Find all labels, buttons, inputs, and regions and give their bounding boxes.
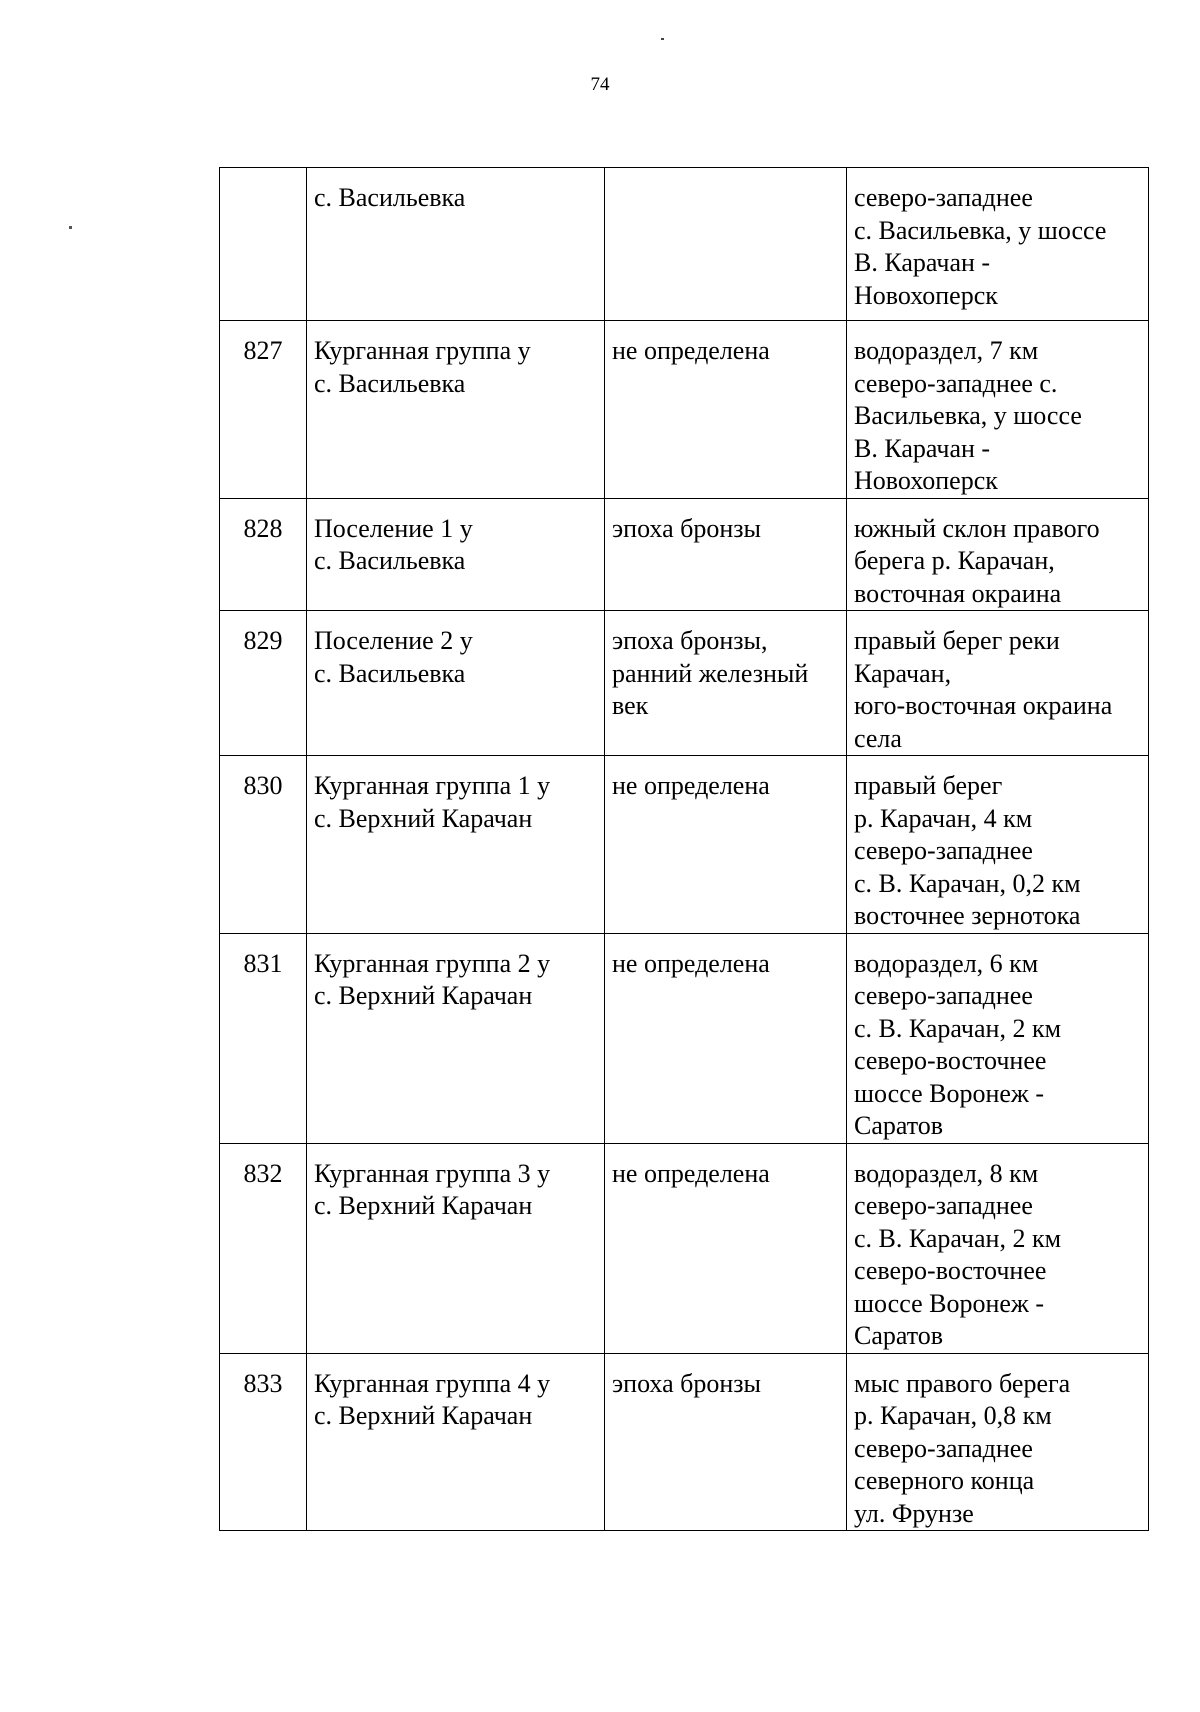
cell-number: 831 (220, 933, 307, 1143)
cell-dating (605, 498, 847, 611)
cell-location-line: Васильевка, у шоссе (854, 401, 1082, 430)
cell-location (847, 498, 1149, 611)
table-row (220, 321, 1149, 499)
cell-location (847, 933, 1149, 1143)
cell-name-line: Курганная группа 4 у (314, 1368, 551, 1398)
table-row (220, 611, 1149, 756)
cell-location-line: берега р. Карачан, (854, 546, 1055, 575)
cell-location-line: Карачан, (854, 658, 952, 688)
cell-location (847, 611, 1149, 756)
cell-location-line: с. В. Карачан, 2 км (854, 1013, 1062, 1043)
cell-location-line: В. Карачан - (854, 433, 991, 463)
cell-location-line: северо-западнее (854, 836, 1033, 865)
cell-location-line: северо-западнее (854, 183, 1033, 212)
cell-name (307, 498, 605, 611)
cell-dating-line: век (612, 691, 649, 720)
cell-location-line: юго-восточная окраина (854, 691, 1113, 720)
cell-location-line: правый берег реки (854, 626, 1060, 655)
cell-location-line: шоссе Воронеж - (854, 1078, 1045, 1108)
cell-location-line: водораздел, 8 км (854, 1158, 1039, 1188)
cell-location-line: водораздел, 7 км (854, 336, 1039, 365)
cell-location-line: северо-восточнее (854, 1256, 1047, 1285)
cell-name-line: Курганная группа 3 у (314, 1158, 551, 1188)
cell-name-line: с. Васильевка (314, 183, 466, 212)
cell-dating (605, 756, 847, 934)
cell-dating-line: эпоха бронзы (612, 513, 762, 543)
cell-name-line: с. Верхний Карачан (314, 803, 533, 833)
cell-number: 827 (220, 321, 307, 499)
cell-name-line: Курганная группа 1 у (314, 771, 551, 800)
cell-location-line: В. Карачан - (854, 248, 991, 277)
page-number: 74 (590, 74, 610, 95)
cell-name-line: с. Васильевка (314, 658, 466, 688)
cell-number: 829 (220, 611, 307, 756)
cell-name (307, 168, 605, 321)
cell-location-line: с. В. Карачан, 0,2 км (854, 868, 1081, 898)
cell-location-line: северо-восточнее (854, 1046, 1047, 1075)
cell-name-line: Курганная группа 2 у (314, 948, 551, 978)
table-row (220, 1353, 1149, 1531)
table-body (220, 168, 1149, 1531)
monuments-table (219, 167, 1149, 1531)
cell-name (307, 1143, 605, 1353)
cell-location (847, 1353, 1149, 1531)
cell-location (847, 1143, 1149, 1353)
cell-dating-line: не определена (612, 1158, 770, 1188)
scan-mark (661, 38, 664, 40)
cell-location (847, 168, 1149, 321)
scan-dot (69, 226, 72, 229)
cell-dating (605, 611, 847, 756)
cell-location-line: южный склон правого (854, 513, 1100, 543)
cell-location-line: правый берег (854, 771, 1003, 800)
cell-dating-line: не определена (612, 336, 770, 365)
cell-dating (605, 933, 847, 1143)
cell-location-line: Саратов (854, 1111, 944, 1140)
cell-location-line: восточная окраина (854, 578, 1062, 608)
cell-number: 832 (220, 1143, 307, 1353)
cell-location-line: северо-западнее (854, 981, 1033, 1010)
table-row (220, 756, 1149, 934)
cell-location-line: Новохоперск (854, 466, 998, 495)
table-row (220, 498, 1149, 611)
cell-location (847, 756, 1149, 934)
cell-location-line: с. В. Карачан, 2 км (854, 1223, 1062, 1253)
cell-location-line: северного конца (854, 1466, 1035, 1495)
cell-location-line: восточнее зернотока (854, 901, 1081, 930)
cell-name (307, 756, 605, 934)
cell-name-line: с. Верхний Карачан (314, 1401, 533, 1430)
cell-name-line: Курганная группа у (314, 336, 531, 365)
cell-name-line: с. Васильевка (314, 368, 466, 398)
cell-number: 830 (220, 756, 307, 934)
cell-name (307, 933, 605, 1143)
cell-dating-line: ранний железный (612, 658, 809, 688)
cell-location-line: Новохоперск (854, 280, 998, 310)
cell-location-line: шоссе Воронеж - (854, 1288, 1045, 1318)
cell-number: 828 (220, 498, 307, 611)
table-row (220, 933, 1149, 1143)
cell-name (307, 611, 605, 756)
table-row (220, 1143, 1149, 1353)
cell-location-line: ул. Фрунзе (854, 1498, 974, 1528)
cell-location-line: северо-западнее (854, 1191, 1033, 1220)
cell-location-line: Саратов (854, 1321, 944, 1350)
cell-dating-line: не определена (612, 948, 770, 978)
cell-name-line: с. Васильевка (314, 546, 466, 575)
cell-name (307, 1353, 605, 1531)
cell-number: 833 (220, 1353, 307, 1531)
cell-name-line: с. Верхний Карачан (314, 1191, 533, 1220)
cell-location-line: мыс правого берега (854, 1368, 1071, 1398)
cell-location-line: р. Карачан, 0,8 км (854, 1401, 1052, 1430)
cell-dating (605, 1353, 847, 1531)
cell-dating-line: эпоха бронзы, (612, 626, 768, 655)
cell-location-line: села (854, 723, 902, 753)
cell-name-line: с. Верхний Карачан (314, 981, 533, 1010)
cell-name (307, 321, 605, 499)
cell-dating-line: эпоха бронзы (612, 1368, 762, 1398)
cell-name-line: Поселение 2 у (314, 626, 473, 655)
cell-location-line: р. Карачан, 4 км (854, 803, 1033, 833)
cell-location (847, 321, 1149, 499)
cell-location-line: водораздел, 6 км (854, 948, 1039, 978)
cell-dating (605, 168, 847, 321)
cell-location-line: северо-западнее (854, 1433, 1033, 1463)
cell-dating-line: не определена (612, 771, 770, 800)
cell-number (220, 168, 307, 321)
cell-dating (605, 1143, 847, 1353)
table-row (220, 168, 1149, 321)
cell-name-line: Поселение 1 у (314, 513, 473, 543)
cell-dating (605, 321, 847, 499)
cell-location-line: северо-западнее с. (854, 368, 1058, 398)
cell-location-line: с. Васильевка, у шоссе (854, 215, 1107, 245)
